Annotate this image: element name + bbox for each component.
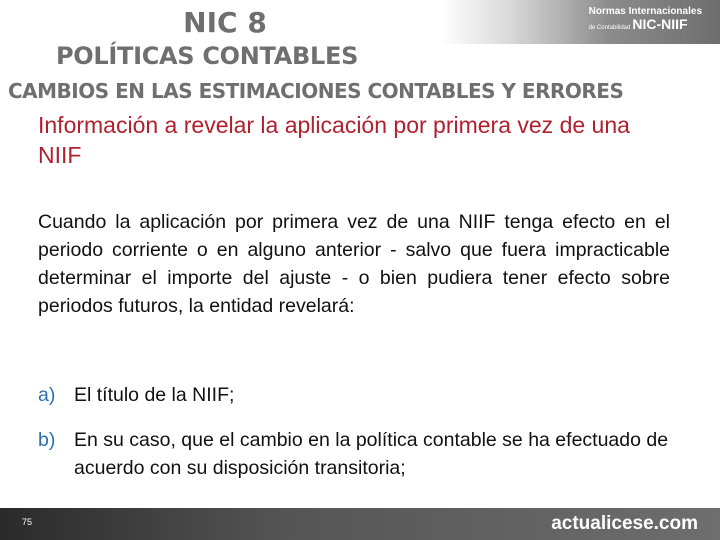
body-paragraph: Cuando la aplicación por primera vez de una NIIF tenga efecto en el periodo corriente o en alguno anterior - salvo que fuera impracticable determinar el importe del ajuste - o bien pudiera tener efecto sobre periodos futuros, la entidad revelará: (38, 211, 670, 317)
footer-bar (0, 508, 720, 540)
title-politicas: POLÍTICAS CONTABLES (56, 42, 359, 70)
logo-line2-big: NIC-NIIF (632, 16, 688, 32)
page-number: 75 (22, 517, 33, 527)
title-cambios: CAMBIOS EN LAS ESTIMACIONES CONTABLES Y ERRORES (8, 79, 624, 103)
list-item-text: En su caso, que el cambio en la política contable se ha efectuado de acuerdo con su disposición transitoria; (74, 429, 669, 479)
logo-line1: Normas Internacionales (588, 6, 702, 17)
list-item-text: El título de la NIIF; (74, 384, 235, 406)
list-item (38, 426, 678, 482)
title-nic: NIC 8 (183, 6, 267, 39)
logo-line2 (589, 17, 702, 32)
logo-line2-small: de Contabilidad (588, 25, 631, 31)
logo-text (589, 6, 702, 32)
brand-logo: actualicese.com (551, 513, 698, 534)
list-item-marker: b) (38, 429, 56, 451)
nic-niif-logo (440, 0, 720, 44)
slide-subtitle: Información a revelar la aplicación por primera vez de una NIIF (38, 112, 630, 168)
list-item-marker: a) (38, 384, 56, 406)
list-item (38, 381, 678, 409)
